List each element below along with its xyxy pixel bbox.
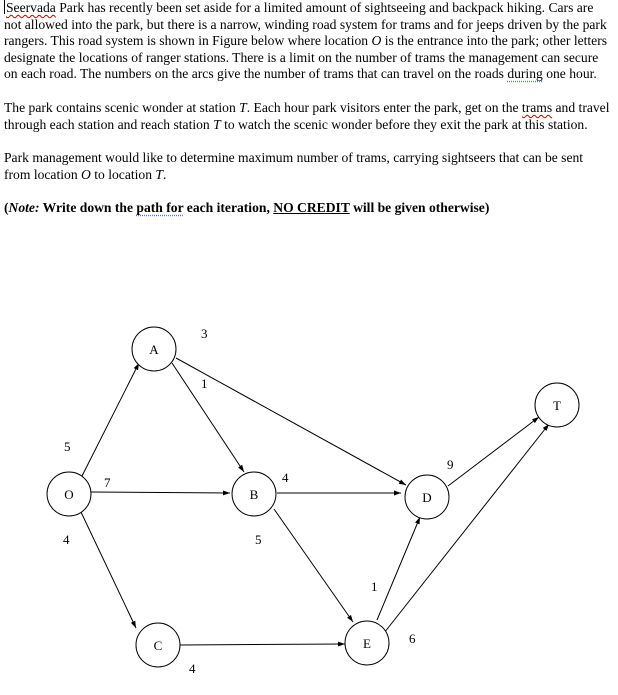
node-E-label: E xyxy=(363,636,371,651)
node-O xyxy=(47,472,91,516)
edge-O-A xyxy=(80,363,139,480)
capacity-O-A: 5 xyxy=(64,439,71,454)
node-A-label: A xyxy=(149,342,159,357)
capacity-B-D: 4 xyxy=(282,470,289,485)
node-C xyxy=(136,623,180,667)
paragraph-scenic-station: The park contains scenic wonder at station T. Each hour park visitors enter the park, get on the trams and travel through each station and reach station T to watch the scenic wonder before they exit the park at this station. xyxy=(4,99,610,132)
node-D xyxy=(405,475,449,519)
capacity-A-B-source: 3 xyxy=(201,326,208,341)
node-B xyxy=(232,472,276,516)
paragraph-park-description: Seervada Park has recently been set aside for a limited amount of sightseeing and backpack hiking. Cars are not allowed into the park, but there is a narrow, winding road system for trams and for jeeps driven by the park rangers. This road system is shown in Figure below where location O is the entrance into the park; other letters designate the locations of ranger stations. There is a limit on the number of trams the management can secure on each road. The numbers on the arcs give the number of trams that can travel on the roads during one hour. xyxy=(4,0,608,82)
capacity-D-T: 9 xyxy=(447,457,454,472)
node-A xyxy=(132,327,176,371)
edge-O-C xyxy=(80,510,136,628)
capacity-O-B: 7 xyxy=(104,475,111,490)
edge-E-D xyxy=(377,517,420,620)
note-instruction: (Note: Write down the path for each iteration, NO CREDIT will be given otherwise) xyxy=(4,200,490,216)
capacity-O-C: 4 xyxy=(63,532,70,547)
capacity-A-B: 1 xyxy=(201,376,208,391)
edge-D-T xyxy=(448,417,539,486)
edge-A-B xyxy=(172,363,244,472)
capacity-C-E: 4 xyxy=(189,661,196,676)
paragraph-objective: Park management would like to determine maximum number of trams, carrying sightseers that can be sent from location O to location T. xyxy=(4,150,584,182)
edge-O-B xyxy=(91,492,230,493)
edge-E-T xyxy=(384,424,549,633)
node-C-label: C xyxy=(153,638,163,653)
node-B-label: B xyxy=(249,487,259,502)
node-O-label: O xyxy=(64,487,74,502)
capacity-E-T: 6 xyxy=(409,631,416,646)
capacity-E-D: 1 xyxy=(371,579,378,594)
edge-C-E xyxy=(180,644,345,645)
node-T-label: T xyxy=(553,398,561,413)
node-D-label: D xyxy=(422,490,432,505)
node-T xyxy=(535,383,579,427)
capacity-B-E: 5 xyxy=(255,532,262,547)
park-name: Seervada xyxy=(6,0,56,15)
edge-B-E xyxy=(274,509,353,622)
node-E xyxy=(345,621,389,665)
